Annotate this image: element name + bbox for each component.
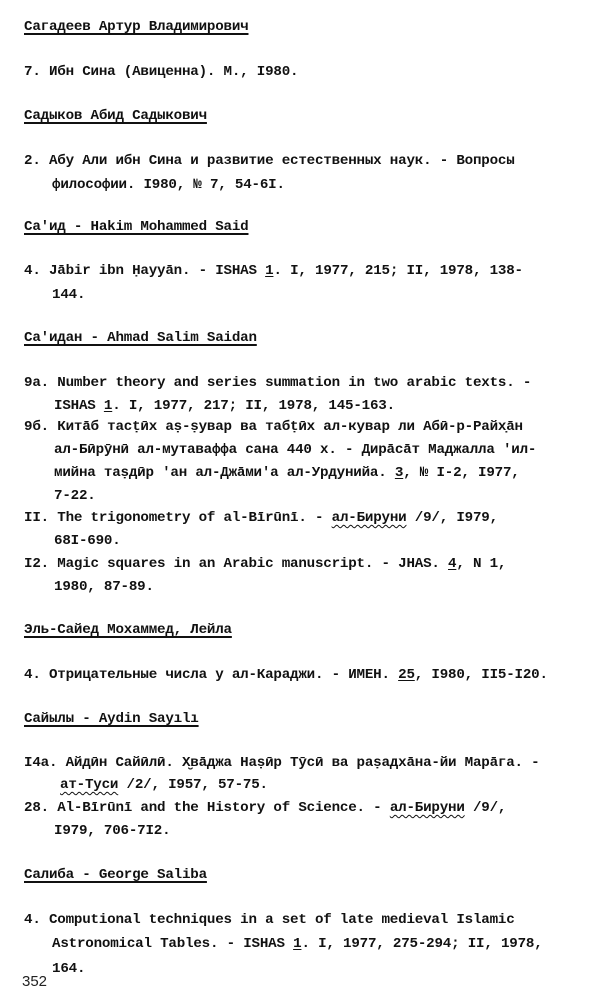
bibliography-item-continuation: 1980, 87-89. [54,579,154,595]
bibliography-item: 9б. Китāб тасṭӣх аṣ-ṣувар ва табṭӣх ал-кувар ли Абӣ-р-Райх̣āн [24,419,523,435]
item-text: , N 1, [456,556,507,572]
bibliography-item-continuation [52,935,543,953]
bibliography-item [24,799,506,817]
volume-number: 3 [394,465,404,481]
cross-reference: ал-Бируни [389,800,465,816]
page-number: 352 [22,973,48,990]
author-heading: Сагадеев Артур Владимирович [24,19,249,35]
bibliography-item [24,555,506,573]
item-text: 4. Jābir ibn Ḥayyān. - ISHAS [24,263,266,279]
bibliography-item-continuation: ал-Бӣрӯнӣ ал-мутаваффа сана 440 х. - Дирāсāт Маджалла 'ил- [54,442,537,458]
bibliography-item: 7. Ибн Сина (Авиценна). М., I980. [24,64,299,80]
item-text: /2/, I957, 57-75. [118,777,268,793]
cross-reference: ал-Бируни [331,510,407,526]
bibliography-item-continuation [54,397,395,415]
item-text: мийна таṣдӣр 'ан ал-Джāми'а ал-Урдунийа. [54,465,395,481]
bibliography-item: I4а. Айдӣн Сайӣлӣ. Х̮вāджа Наṣӣр Тӯсӣ ва раṣадхāна-йи Марāга. - [24,755,540,771]
item-text: ISHAS [54,398,104,414]
author-heading: Эль-Сайед Мохаммед, Лейла [24,622,232,638]
cross-reference: ат-Туси [60,777,119,793]
item-text: II. The trigonometry of al-Bīrūnī. - [24,510,332,526]
item-text: . I, 1977, 217; II, 1978, 145-163. [112,398,395,414]
bibliography-item [24,666,548,684]
author-heading: Са'идан - Ahmad Salim Saidan [24,330,257,346]
bibliography-item [24,509,498,527]
item-text: Astronomical Tables. - ISHAS [52,936,294,952]
bibliography-item-continuation: I979, 706-7I2. [54,823,171,839]
bibliography-item-continuation [54,464,520,482]
item-text: /9/, I979, [406,510,498,526]
bibliography-item-continuation: 164. [52,961,86,977]
volume-number: 1 [265,263,274,279]
bibliography-item: 9а. Number theory and series summation in two arabic texts. - [24,375,532,391]
bibliography-item-continuation: философии. I980, № 7, 54-6I. [52,177,285,193]
item-text: I2. Magic squares in an Arabic manuscript. - JHAS. [24,556,449,572]
bibliography-item-continuation: 144. [52,287,86,303]
author-heading: Сайылы - Aydin Sayılı [24,711,199,727]
bibliography-item: 4. Computional techniques in a set of late medieval Islamic [24,912,515,928]
item-text: , № I-2, I977, [403,465,520,481]
author-heading: Са'ид - Hakim Mohammed Said [24,219,249,235]
bibliography-item: 2. Абу Али ибн Сина и развитие естественных наук. - Вопросы [24,153,515,169]
bibliography-item [24,262,523,280]
item-text: . I, 1977, 215; II, 1978, 138- [273,263,523,279]
item-text: 4. Отрицательные числа у ал-Караджи. - ИМЕН. [24,667,399,683]
bibliography-item-continuation [60,776,268,794]
item-text: , I980, II5-I20. [414,667,548,683]
author-heading: Садыков Абид Садыкович [24,108,207,124]
bibliography-item-continuation: 68I-690. [54,533,121,549]
volume-number: 4 [448,556,457,572]
volume-number: 1 [293,936,302,952]
author-heading: Салиба - George Saliba [24,867,207,883]
item-text: 28. Al-Bīrūnī and the History of Science. - [24,800,390,816]
volume-number: 25 [398,667,415,683]
volume-number: 1 [103,398,113,414]
bibliography-item-continuation: 7-22. [54,488,96,504]
item-text: /9/, [464,800,507,816]
item-text: . I, 1977, 275-294; II, 1978, [301,936,543,952]
